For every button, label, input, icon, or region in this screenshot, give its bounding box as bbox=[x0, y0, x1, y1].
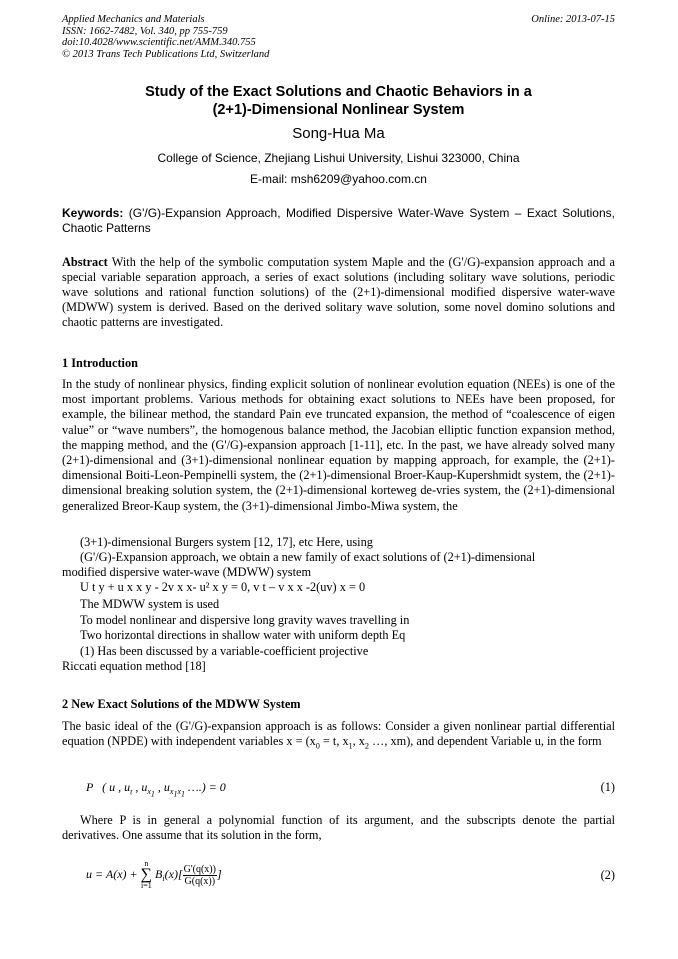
intro-line-5: Two horizontal directions in shallow water with uniform depth Eq bbox=[80, 628, 406, 642]
keywords-label: Keywords: bbox=[62, 206, 124, 220]
summation-sign: n ∑ i=1 bbox=[140, 859, 153, 890]
section2-paragraph-1: The basic ideal of the (G'/G)-expansion approach is as follows: Consider a given nonlinear partial differential equation (NPDE) with independent variables $x = (x_0 = t$, $x_1$, $x_2$ …, xm), and dependent Variable u, in the form bbox=[62, 719, 615, 751]
author-name: Song-Hua Ma bbox=[292, 125, 385, 142]
online-date: Online: 2013-07-15 bbox=[531, 14, 615, 25]
journal-name: Applied Mechanics and Materials bbox=[62, 14, 205, 25]
g-prime-over-g-fraction: $\frac{G'(q(x))}{G(q(x))}$ bbox=[183, 863, 216, 887]
affiliation: College of Science, Zhejiang Lishui University, Lishui 323000, China bbox=[157, 151, 520, 165]
intro-line-1: (3+1)-dimensional Burgers system [12, 17], etc Here, using bbox=[80, 535, 373, 549]
intro-line-3: The MDWW system is used bbox=[80, 597, 220, 611]
keywords bbox=[62, 206, 615, 236]
equation-1-number: (1) bbox=[600, 780, 615, 794]
abstract-label: Abstract bbox=[62, 255, 108, 269]
intro-line-4: To model nonlinear and dispersive long gravity waves travelling in bbox=[80, 613, 410, 627]
issn-line: ISSN: 1662-7482, Vol. 340, pp 755-759 bbox=[62, 25, 228, 37]
keywords-text: (G'/G)-Expansion Approach, Modified Dispersive Water-Wave System – Exact Solutions, Chaotic Patterns bbox=[62, 206, 615, 235]
paper-title: Study of the Exact Solutions and Chaotic Behaviors in a (2+1)-Dimensional Nonlinear System bbox=[145, 84, 532, 118]
abstract bbox=[62, 255, 615, 330]
section-heading-introduction: 1 Introduction bbox=[62, 356, 138, 370]
doi-line: doi:10.4028/www.scientific.net/AMM.340.755 bbox=[62, 37, 256, 48]
section-heading-exact-solutions: 2 New Exact Solutions of the MDWW System bbox=[62, 697, 301, 711]
abstract-text: With the help of the symbolic computation system Maple and the (G'/G)-expansion approach and a special variable separation approach, a series of exact solutions (including solitary wave solutions, periodic wave solutions and rational function solutions) of the (2+1)-dimensional modified dispersive water-wave (MDWW) system is derived. Based on the derived solitary wave solution, some novel domino solutions and chaotic patterns are investigated. bbox=[62, 255, 615, 330]
equation-2-number: (2) bbox=[600, 868, 615, 882]
equation-1: P ( u , $u_t$ , $u_{x_1}$ , $u_{x_1x_1}$ ….) = 0 bbox=[86, 780, 226, 799]
intro-paragraph: In the study of nonlinear physics, finding explicit solution of nonlinear evolution equation (NEEs) is one of the most important problems. Various methods for obtaining exact solutions to NEEs have been proposed, for example, the bilinear method, the standard Pain eve truncated expansion, the method of “coalescence of eigen value” or “wave numbers”, the homogenous balance method, the Jacobian elliptic function expansion method, the mapping method, and the (G'/G)-expansion approach [1-11], etc. In the past, we have already solved many (2+1)-dimensional and (3+1)-dimensional nonlinear equation by mapping approach, for example, the (2+1)-dimensional Boiti-Leon-Pempinelli system, the (2+1)-dimensional Broer-Kaup-Kupershmidt system, the (2+1)-dimensional breaking solution system, the (2+1)-dimensional korteweg de-vries system, the (2+1)-dimensional generalized Breor-Kaup system, the (3+1)-dimensional Jimbo-Miwa system, the bbox=[62, 377, 615, 513]
email-line: E-mail: msh6209@yahoo.com.cn bbox=[250, 172, 427, 186]
mdww-system-equation: U t y + u x x y - 2v x x- u² x y = 0, v t – v x x -2(uv) x = 0 bbox=[80, 580, 366, 594]
copyright-line: © 2013 Trans Tech Publications Ltd, Switzerland bbox=[62, 48, 270, 60]
intro-line-6: (1) Has been discussed by a variable-coefficient projective bbox=[80, 644, 369, 658]
intro-line-2b: modified dispersive water-wave (MDWW) system bbox=[62, 565, 312, 579]
intro-line-2a: (G'/G)-Expansion approach, we obtain a new family of exact solutions of (2+1)-dimensional bbox=[80, 550, 536, 564]
equation-2: u = A(x) + n ∑ i=1 $B_i(x)$[ $\frac{G'(q(x))}{G(q(x))}$] bbox=[86, 859, 222, 890]
page-header bbox=[62, 14, 615, 60]
section2-paragraph-2: Where P is in general a polynomial function of its argument, and the subscripts denote the partial derivatives. One assume that its solution in the form, bbox=[62, 813, 615, 843]
intro-line-7: Riccati equation method [18] bbox=[62, 659, 206, 673]
